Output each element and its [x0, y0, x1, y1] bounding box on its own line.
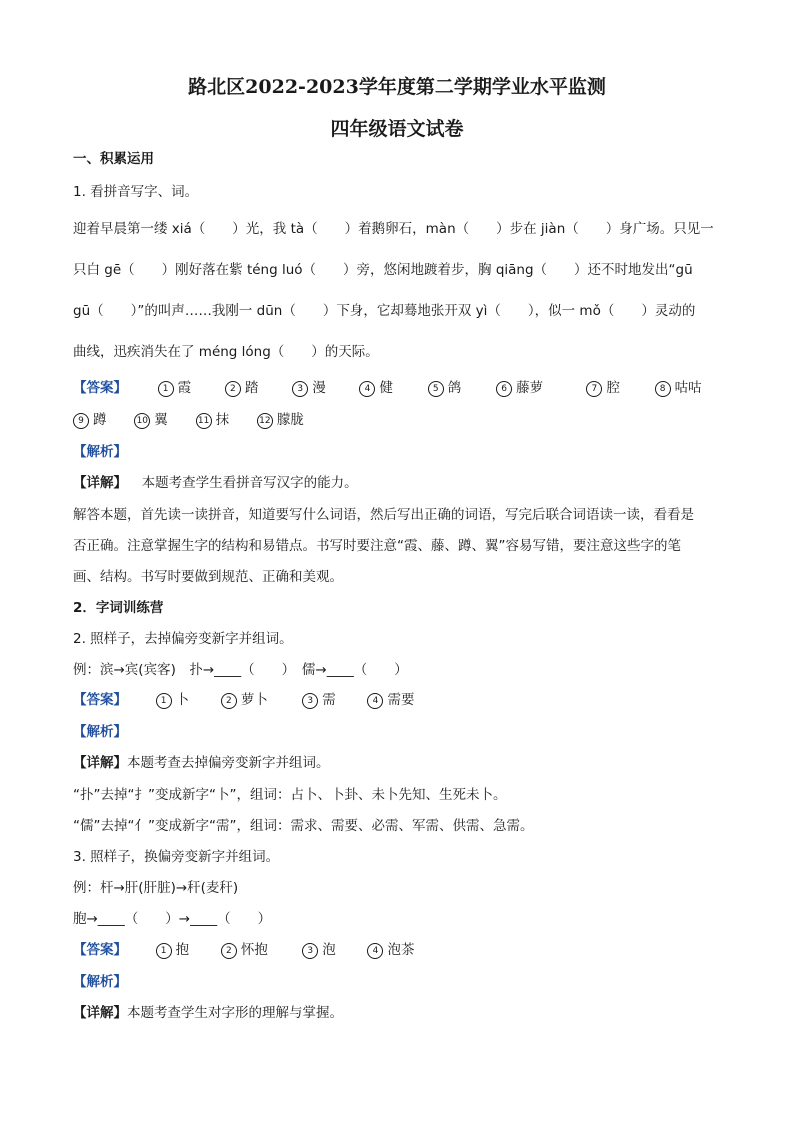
detail-text: 本题考查学生看拼音写汉字的能力。	[141, 475, 358, 491]
question-2-example: 例：滨→宾(宾客) 扑→____（ ） 儒→____（ ）	[73, 662, 408, 678]
answer-row	[73, 378, 708, 398]
answer-item: 6 藤萝	[496, 378, 576, 398]
detail-text: 本题考查学生对字形的理解与掌握。	[127, 1005, 343, 1021]
answer-item: 11 抹	[196, 410, 247, 430]
page-subtitle: 四年级语文试卷	[330, 118, 464, 140]
answer-item: 12 朦胧	[257, 410, 304, 430]
detail-label: 【详解】	[73, 1005, 127, 1021]
answer-item: 2 踏	[225, 378, 282, 398]
question-2-prompt: 2. 照样子，去掉偏旁变新字并组词。	[73, 631, 293, 647]
detail-row	[73, 473, 358, 493]
question-1-prompt: 1. 看拼音写字、词。	[73, 184, 199, 200]
explanation-line: “儒”去掉“亻”变成新字“需”，组词：需求、需要、必需、军需、供需、急需。	[73, 818, 534, 834]
answer-item: 3 泡	[302, 940, 357, 960]
answer-item: 4 泡茶	[367, 940, 414, 960]
question-1-text-line: 只白 gē（ ）刚好落在紫 téng luó（ ）旁，悠闲地踱着步，胸 qiāng（ ）还不时地发出“gū	[73, 262, 693, 278]
answer-item: 2 萝卜	[221, 690, 292, 710]
question-3-task: 胞→____（ ）→____（ ）	[73, 911, 272, 927]
answer-item: 10 翼	[134, 410, 185, 430]
answer-item: 7 腔	[586, 378, 644, 398]
answer-item: 3 漫	[292, 378, 349, 398]
answer-row	[73, 940, 420, 960]
section-heading-2: 2．字词训练营	[73, 600, 164, 616]
answer-item: 1 抱	[156, 940, 211, 960]
question-1-text-line: 迎着早晨第一缕 xiá（ ）光，我 tà（ ）着鹅卵石，màn（ ）步在 jiàn（ ）身广场。只见一	[73, 221, 714, 237]
explanation-line: 画、结构。书写时要做到规范、正确和美观。	[73, 569, 343, 585]
question-1-text-line: gū（ ）”的叫声……我刚一 dūn（ ）下身，它却蓦地张开双 yì（ ），似一 mǒ（ ）灵动的	[73, 303, 696, 319]
analysis-label: 【解析】	[73, 724, 127, 740]
answer-label: 【答案】	[73, 692, 127, 708]
answer-item: 8 咕咕	[655, 378, 702, 398]
detail-label: 【详解】	[73, 475, 127, 491]
detail-row	[73, 753, 330, 773]
question-3-prompt: 3. 照样子，换偏旁变新字并组词。	[73, 849, 280, 865]
answer-item: 4 需要	[367, 690, 414, 710]
page-title: 路北区2022-2023学年度第二学期学业水平监测	[188, 76, 606, 98]
detail-text: 本题考查去掉偏旁变新字并组词。	[127, 755, 330, 771]
answer-item: 5 鸽	[428, 378, 486, 398]
answer-item: 2 怀抱	[221, 940, 292, 960]
explanation-line: 解答本题，首先读一读拼音，知道要写什么词语，然后写出正确的词语，写完后联合词语读一读，看看是	[73, 507, 694, 523]
answer-label: 【答案】	[73, 380, 127, 396]
section-heading-1: 一、积累运用	[73, 151, 154, 167]
answer-row	[73, 690, 420, 710]
answer-item: 1 霞	[158, 378, 215, 398]
question-3-example: 例：杆→肝(肝脏)→秆(麦秆)	[73, 880, 239, 896]
answer-item: 1 卜	[156, 690, 211, 710]
detail-row	[73, 1003, 343, 1023]
detail-label: 【详解】	[73, 755, 127, 771]
analysis-label: 【解析】	[73, 974, 127, 990]
explanation-line: 否正确。注意掌握生字的结构和易错点。书写时要注意“霞、藤、蹲、翼”容易写错，要注意这些字的笔	[73, 538, 681, 554]
answer-item: 9 蹲	[73, 410, 124, 430]
analysis-label: 【解析】	[73, 444, 127, 460]
question-1-text-line: 曲线，迅疾消失在了 méng lóng（ ）的天际。	[73, 344, 379, 360]
answer-label: 【答案】	[73, 942, 127, 958]
explanation-line: “扑”去掉“扌”变成新字“卜”，组词：占卜、卜卦、未卜先知、生死未卜。	[73, 787, 507, 803]
answer-row	[73, 410, 310, 430]
answer-item: 3 需	[302, 690, 357, 710]
answer-item: 4 健	[359, 378, 417, 398]
